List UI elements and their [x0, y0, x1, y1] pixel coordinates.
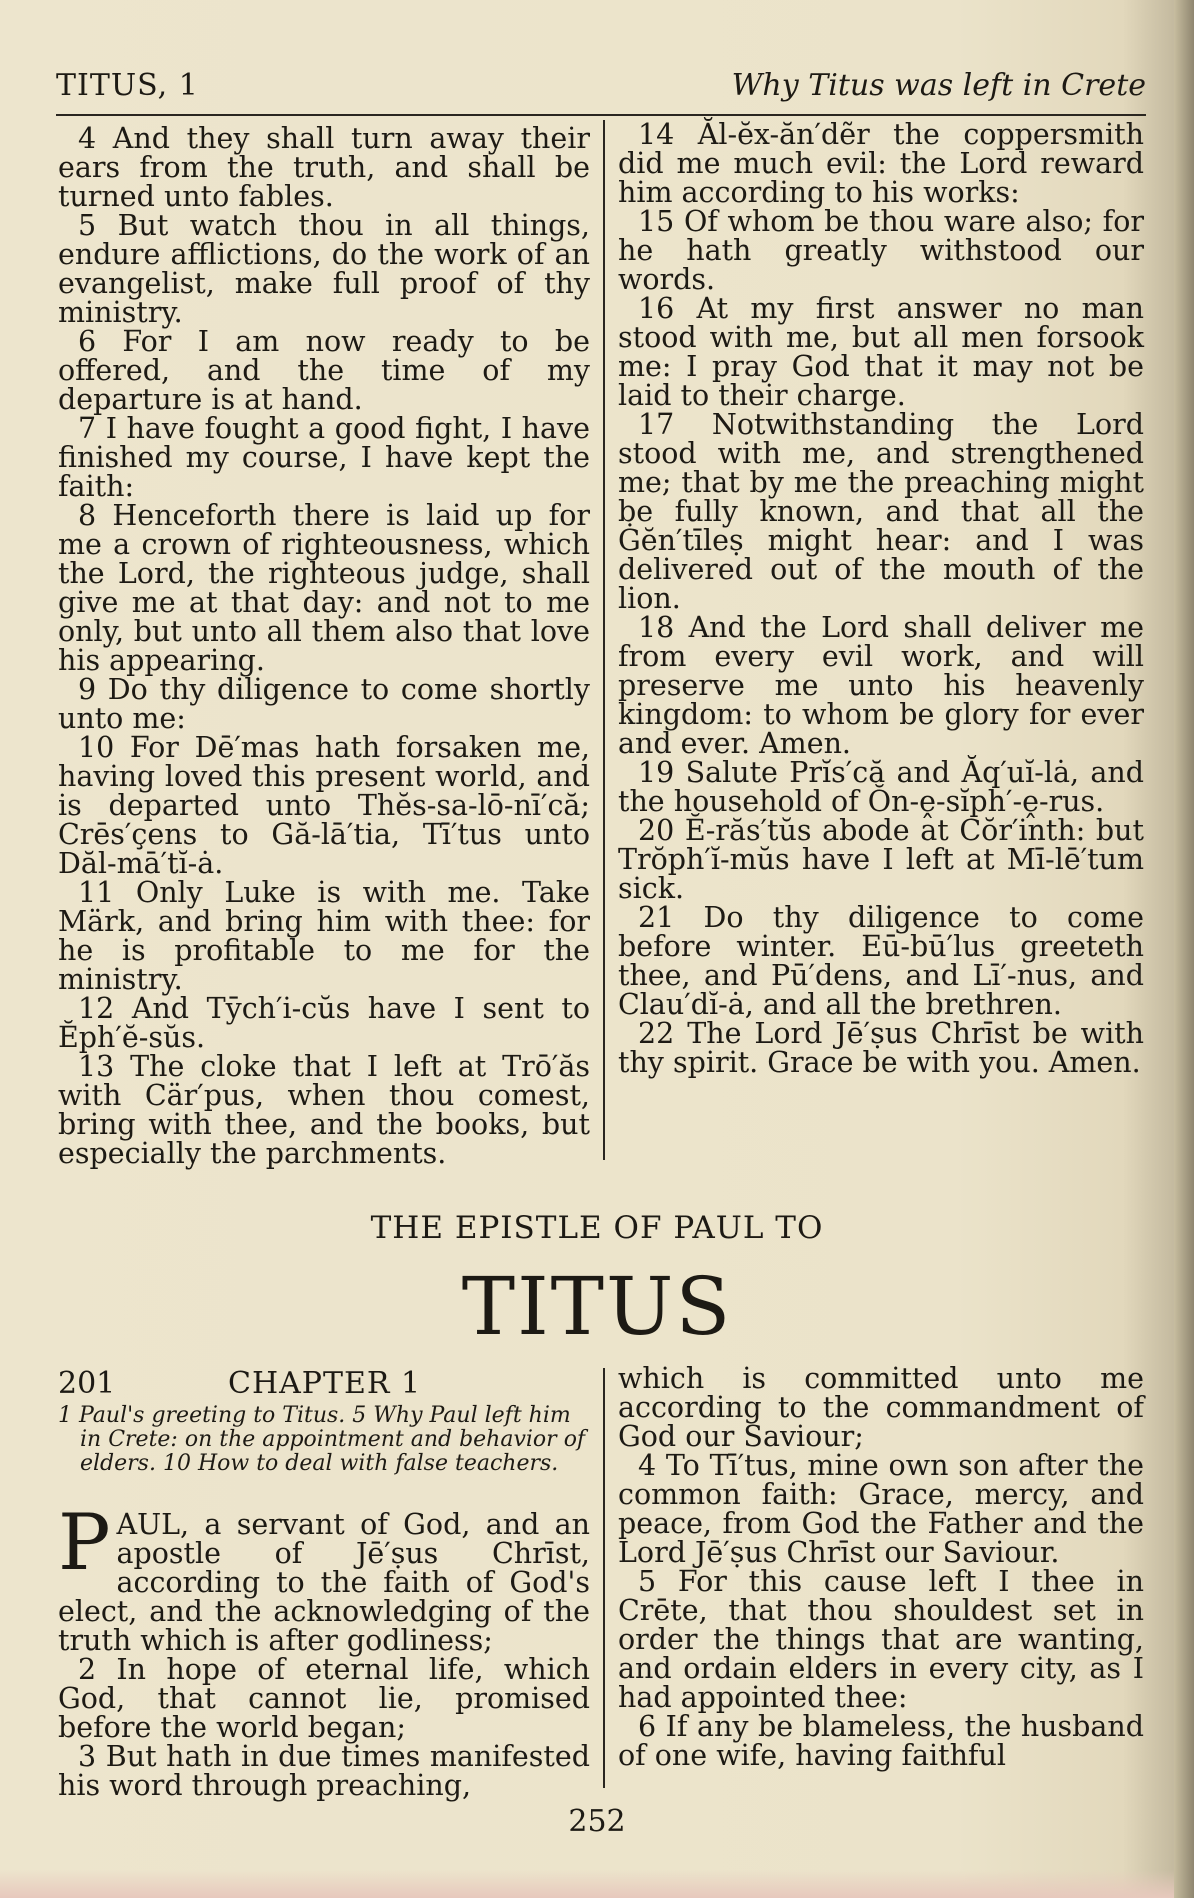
- chapter-reference-number: 201: [58, 1366, 116, 1401]
- verse-5: 5 But watch thou in all things, endure afflictions, do the work of an evangelist, make full proof of thy ministry.: [58, 209, 590, 329]
- verse-17: 17 Notwithstanding the Lord stood with me, and strengthened me; that by me the preaching might be fully known, and that all the Ġĕn′tīleṣ might hear: and I was delivered out of the mouth of the lion.: [618, 408, 1144, 615]
- column-divider-bottom: [603, 1368, 605, 1788]
- verse-16: 16 At my first answer no man stood with me, but all men forsook me: I pray God that it may not be laid to their charge.: [618, 292, 1144, 412]
- verse-21: 21 Do thy diligence to come before winter. Eū-bū′lus greeteth thee, and Pū′dens, and Lī′-nus, and Clau′dĭ-ȧ, and all the brethren.: [618, 901, 1144, 1021]
- page-number: 252: [568, 1804, 626, 1839]
- column-divider-top: [603, 120, 605, 1160]
- column-top-right: [618, 120, 1144, 1077]
- verse-10: 10 For Dē′mas hath forsaken me, having loved this present world, and is departed unto Thĕs-sa-lō-nī′că; Crēs′çens to Gă-lā′tia, Tī′tus unto Dăl-mā′tĭ-ȧ.: [58, 731, 590, 880]
- chapter-heading: [58, 1366, 590, 1406]
- verse-15: 15 Of whom be thou ware also; for he hath greatly withstood our words.: [618, 205, 1144, 296]
- verse-3-continued: which is committed unto me according to the commandment of God our Saviour;: [618, 1362, 1144, 1453]
- epistle-title: THE EPISTLE OF PAUL TO: [370, 1210, 824, 1246]
- summary-text: 1 Paul's greeting to Titus. 5 Why Paul left him in Crete: on the appointment and behavior of elders. 10 How to deal with false teachers.: [58, 1403, 586, 1476]
- verse-22: 22 The Lord Jē′ṣus Chrīst be with thy spirit. Grace be with you. Amen.: [618, 1017, 1144, 1079]
- verse-2: 2 In hope of eternal life, which God, that cannot lie, promised before the world began;: [58, 1653, 590, 1744]
- running-header: [56, 62, 1146, 112]
- chapter-label: CHAPTER 1: [228, 1366, 422, 1401]
- verse-6: 6 For I am now ready to be offered, and the time of my departure is at hand.: [58, 325, 590, 416]
- verse-11: 11 Only Luke is with me. Take Märk, and bring him with thee: for he is profitable to me for the ministry.: [58, 876, 590, 996]
- verse-1-text: AUL, a servant of God, and an apostle of Jē′ṣus Chrīst, according to the faith of God's elect, and the acknowledging of the truth which is after godliness;: [58, 1508, 590, 1657]
- header-rule: [56, 114, 1146, 116]
- page-edge-shadow: [1174, 0, 1194, 1898]
- verse-4-titus: 4 To Tī′tus, mine own son after the common faith: Grace, mercy, and peace, from God the Father and the Lord Jē′ṣus Chrīst our Saviour.: [618, 1449, 1144, 1569]
- verse-18: 18 And the Lord shall deliver me from every evil work, and will preserve me unto his heavenly kingdom: to whom be glory for ever and ever. Amen.: [618, 611, 1144, 760]
- bottom-edge-tint: [0, 1870, 1194, 1898]
- verse-5-titus: 5 For this cause left I thee in Crēte, that thou shouldest set in order the things that are wanting, and ordain elders in every city, as I had appointed thee:: [618, 1565, 1144, 1714]
- book-title: TITUS: [461, 1260, 733, 1353]
- verse-8: 8 Henceforth there is laid up for me a crown of righteousness, which the Lord, the righteous judge, shall give me at that day: and not to me only, but unto all them also that love his appearing.: [58, 499, 590, 677]
- header-section-title: Why Titus was left in Crete: [731, 68, 1146, 103]
- verse-20: 20 Ĕ-răs′tŭs abode at Cŏr′inth: but Trŏph′ĭ-mŭs have I left at Mī-lē′tum sick.: [618, 814, 1144, 905]
- column-bottom-left: [58, 1498, 590, 1802]
- verse-9: 9 Do thy diligence to come shortly unto me:: [58, 673, 590, 735]
- verse-4: 4 And they shall turn away their ears from the truth, and shall be turned unto fables.: [58, 122, 590, 213]
- drop-cap: P: [58, 1498, 111, 1588]
- verse-19: 19 Salute Prĭs′că and Ăq′uĭ-lȧ, and the household of Ŏn-ḙ-sĭph′-ḙ-rus.: [618, 756, 1144, 818]
- verse-3: 3 But hath in due times manifested his word through preaching,: [58, 1740, 590, 1802]
- verse-12: 12 And Tȳch′i-cŭs have I sent to Ĕph′ĕ-sŭs.: [58, 992, 590, 1054]
- verse-1: [58, 1498, 590, 1657]
- header-book-ref: TITUS, 1: [56, 68, 199, 103]
- column-bottom-right: [618, 1364, 1144, 1770]
- verse-13: 13 The cloke that I left at Trō′ăs with Cär′pus, when thou comest, bring with thee, and the books, but especially the parchments.: [58, 1050, 590, 1170]
- verse-7: 7 I have fought a good fight, I have finished my course, I have kept the faith:: [58, 412, 590, 503]
- verse-14: 14 Ăl-ĕx-ăn′dẽr the coppersmith did me much evil: the Lord reward him according to his works:: [618, 118, 1144, 209]
- chapter-summary: [58, 1404, 594, 1476]
- verse-6-titus: 6 If any be blameless, the husband of one wife, having faithful: [618, 1710, 1144, 1772]
- column-top-left: [58, 124, 590, 1168]
